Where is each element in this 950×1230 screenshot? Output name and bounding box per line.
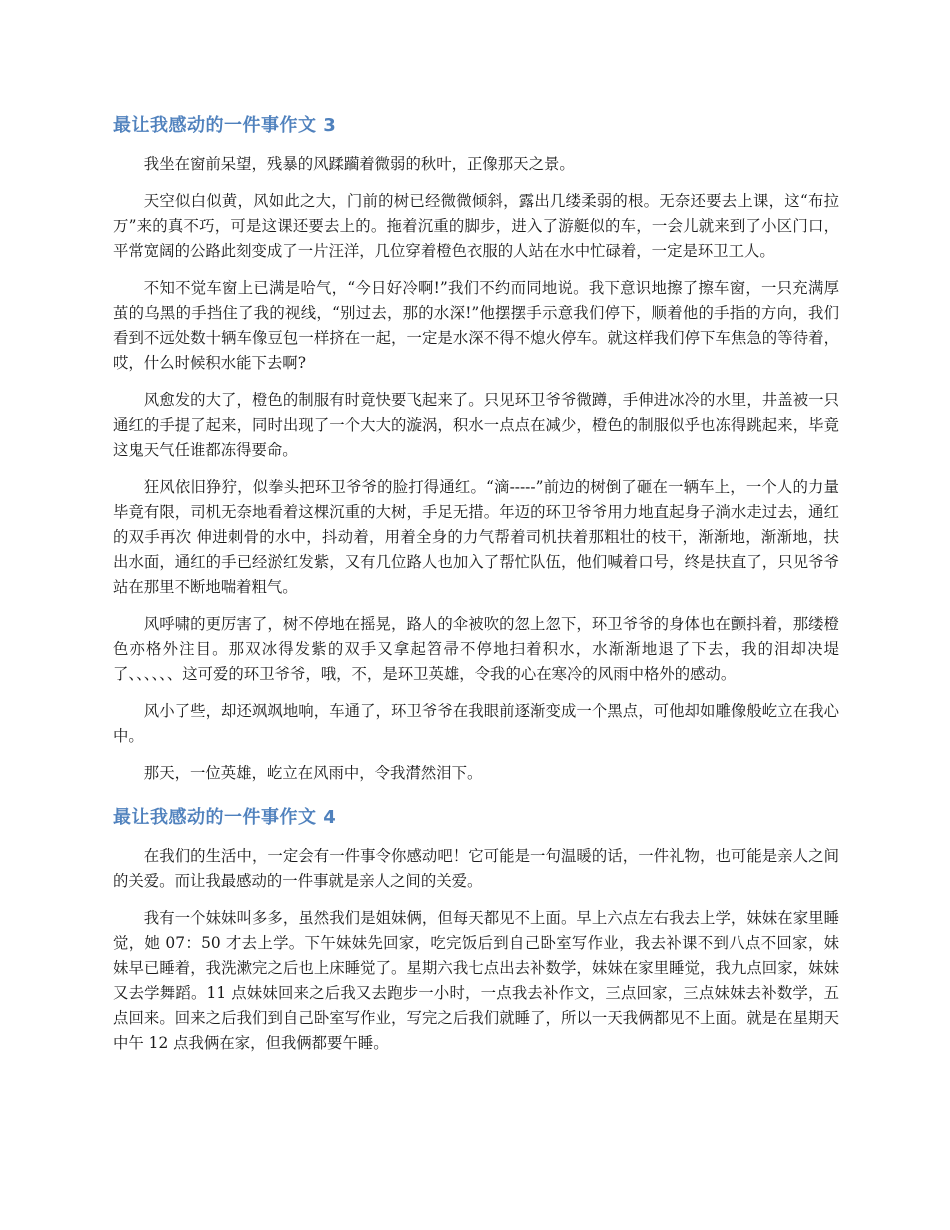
paragraph: 那天，一位英雄，屹立在风雨中，令我潸然泪下。 — [143, 764, 483, 782]
paragraph: 我有一个妹妹叫多多，虽然我们是姐妹俩，但每天都见不上面。早上六点左右我去上学，妹妹在家里睡觉，她 07：50 才去上学。下午妹妹先回家，吃完饭后到自己卧室写作业，我去补课不到八点不回家，妹妹早已睡着，我洗漱完之后也上床睡觉了。星期六我七点出去补数学，妹妹在家里睡觉，我九点回家，妹妹又去学舞蹈。11 点妹妹回来之后我又去跑步一小时，一点我去补作文，三点回家，三点妹妹去补数学，五点回来。回来之后我们到自己卧室写作业，写完之后我们就睡了，所以一天我俩都见不上面。就是在星期天中午 12 点我俩在家，但我俩都要午睡。 — [113, 909, 839, 1052]
paragraph: 狂风依旧狰狞，似拳头把环卫爷爷的脸打得通红。“滴-----”前边的树倒了砸在一辆车上，一个人的力量毕竟有限，司机无奈地看着这棵沉重的大树，手足无措。年迈的环卫爷爷用力地直起身子淌水走过去，通红的双手再次 伸进刺骨的水中，抖动着，用着全身的力气帮着司机扶着那粗壮的枝干，渐渐地，渐渐地，扶出水面，通红的手已经淤红发紫，又有几位路人也加入了帮忙队伍，他们喊着口号，终是扶直了，只见爷爷站在那里不断地喘着粗气。 — [113, 478, 839, 596]
document-page — [113, 112, 839, 1068]
paragraph: 在我们的生活中，一定会有一件事令你感动吧！它可能是一句温暖的话，一件礼物，也可能是亲人之间的关爱。而让我最感动的一件事就是亲人之间的关爱。 — [113, 847, 839, 890]
paragraph: 不知不觉车窗上已满是哈气，“今日好冷啊!”我们不约而同地说。我下意识地擦了擦车窗，一只充满厚茧的乌黑的手挡住了我的视线，“别过去，那的水深!”他摆摆手示意我们停下，顺着他的手指的方向，我们看到不远处数十辆车像豆包一样挤在一起，一定是水深不得不熄火停车。就这样我们停下车焦急的等待着，哎，什么时候积水能下去啊? — [113, 279, 839, 372]
paragraph: 风呼啸的更厉害了，树不停地在摇晃，路人的伞被吹的忽上忽下，环卫爷爷的身体也在颤抖着，那缕橙色亦格外注目。那双冰得发紫的双手又拿起笤帚不停地扫着积水，水渐渐地退了下去，我的泪却决堤了、、、、、、这可爱的环卫爷爷，哦，不，是环卫英雄，令我的心在寒冷的风雨中格外的感动。 — [113, 615, 839, 683]
paragraph: 天空似白似黄，风如此之大，门前的树已经微微倾斜，露出几缕柔弱的根。无奈还要去上课，这“布拉万”来的真不巧，可是这课还要去上的。拖着沉重的脚步，进入了游艇似的车，一会儿就来到了小区门口，平常宽阔的公路此刻变成了一片汪洋，几位穿着橙色衣服的人站在水中忙碌着，一定是环卫工人。 — [113, 192, 839, 260]
section-title: 最让我感动的一件事作文 4 — [113, 807, 337, 828]
paragraph: 我坐在窗前呆望，残暴的风蹂躏着微弱的秋叶，正像那天之景。 — [143, 155, 575, 173]
paragraph: 风小了些，却还飒飒地响，车通了，环卫爷爷在我眼前逐渐变成一个黑点，可他却如雕像般屹立在我心中。 — [113, 702, 839, 745]
section-title: 最让我感动的一件事作文 3 — [113, 115, 337, 136]
paragraph: 风愈发的大了，橙色的制服有时竟快要飞起来了。只见环卫爷爷微蹲，手伸进冰冷的水里，井盖被一只通红的手提了起来，同时出现了一个大大的漩涡，积水一点点在减少，橙色的制服似乎也冻得跳起来，毕竟这鬼天气任谁都冻得要命。 — [113, 391, 839, 459]
